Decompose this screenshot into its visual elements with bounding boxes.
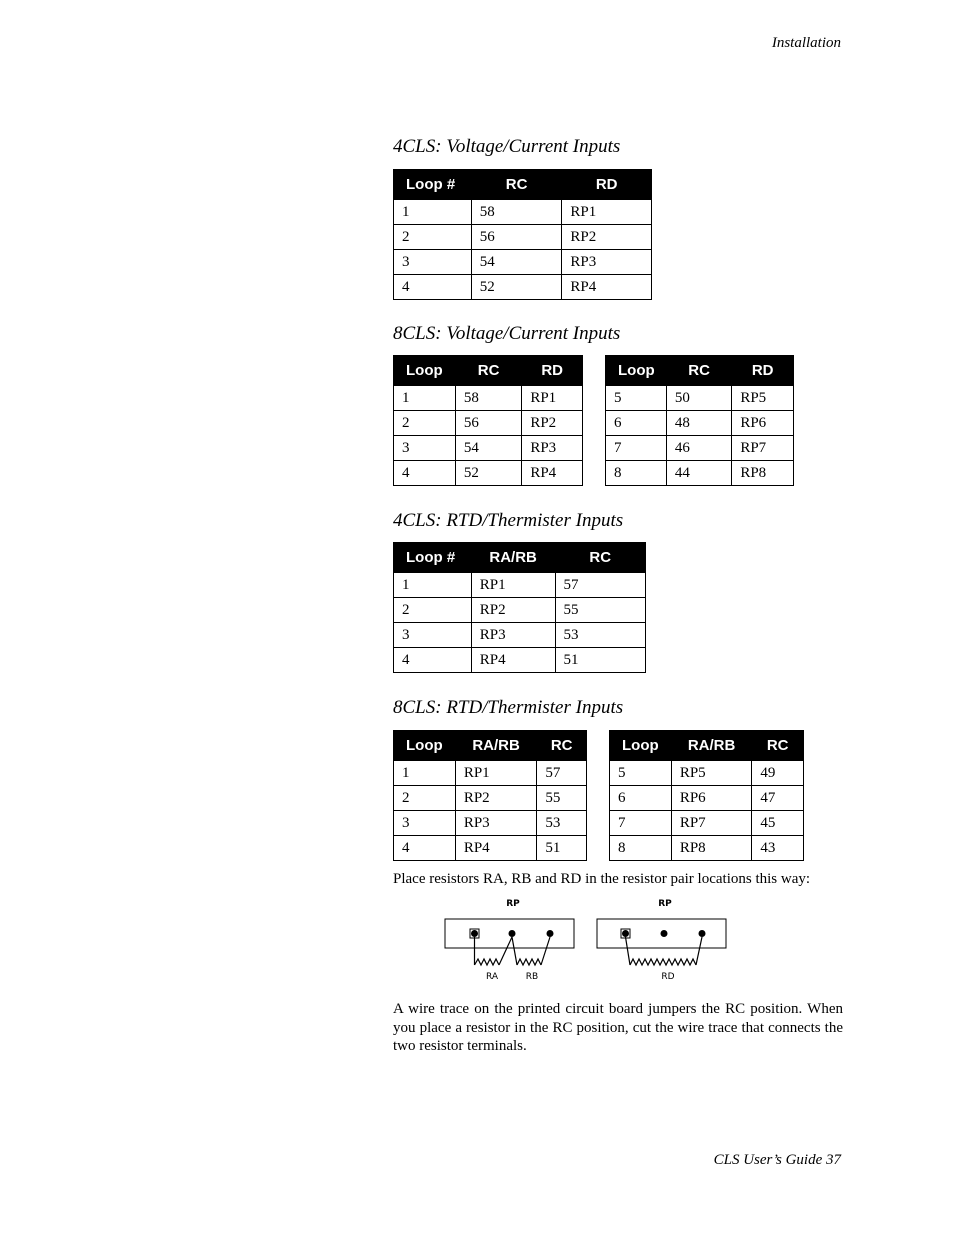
pin-dot	[699, 930, 706, 937]
table-cell: RP3	[522, 436, 583, 461]
table-header-row	[610, 731, 804, 761]
table-cell: 58	[455, 386, 521, 411]
table-row	[394, 225, 652, 250]
lead	[696, 937, 702, 965]
column-header: Loop	[610, 731, 672, 761]
table-cell: 2	[394, 786, 456, 811]
table-cell: 5	[606, 386, 667, 411]
table-cell: 43	[752, 836, 804, 861]
pin-dot	[622, 930, 629, 937]
column-header: RC	[537, 731, 587, 761]
table-cell: 47	[752, 786, 804, 811]
table-cell: 45	[752, 811, 804, 836]
table-row	[606, 386, 794, 411]
table-row	[394, 761, 587, 786]
table-8cls-voltage-loops-5-8	[605, 355, 794, 486]
table-cell: 51	[555, 648, 646, 673]
column-header: Loop	[394, 731, 456, 761]
running-footer: CLS User’s Guide 37	[713, 1152, 841, 1168]
table-4cls-rtd	[393, 542, 646, 673]
table-cell: 56	[455, 411, 521, 436]
table-cell: 3	[394, 250, 472, 275]
table-cell: 7	[606, 436, 667, 461]
table-row	[606, 436, 794, 461]
table-cell: 52	[455, 461, 521, 486]
table-8cls-voltage-loops-1-4	[393, 355, 583, 486]
table-row	[610, 836, 804, 861]
column-header: RC	[455, 356, 521, 386]
table-cell: 6	[610, 786, 672, 811]
table-cell: 2	[394, 225, 472, 250]
column-header: Loop	[606, 356, 667, 386]
table-row	[394, 648, 646, 673]
table-cell: 44	[666, 461, 731, 486]
table-cell: 54	[455, 436, 521, 461]
table-cell: 8	[610, 836, 672, 861]
table-cell: RP1	[522, 386, 583, 411]
table-cell: 50	[666, 386, 731, 411]
table-cell: RP4	[471, 648, 555, 673]
table-cell: RP7	[732, 436, 794, 461]
section-title-4cls-rtd: 4CLS: RTD/Thermister Inputs	[393, 510, 624, 531]
table-cell: 53	[555, 623, 646, 648]
table-row	[394, 250, 652, 275]
table-header-row	[394, 356, 583, 386]
table-cell: RP3	[455, 811, 537, 836]
table-row	[610, 761, 804, 786]
section-title-4cls-voltage: 4CLS: Voltage/Current Inputs	[393, 136, 621, 157]
table-cell: RP1	[455, 761, 537, 786]
table-cell: 52	[471, 275, 562, 300]
table-cell: 48	[666, 411, 731, 436]
table-cell: 7	[610, 811, 672, 836]
table-cell: RP7	[671, 811, 752, 836]
resistor-rb-symbol	[517, 959, 541, 965]
table-cell: 57	[555, 573, 646, 598]
column-header: Loop #	[394, 543, 472, 573]
table-cell: RP3	[471, 623, 555, 648]
table-cell: 51	[537, 836, 587, 861]
table-row	[610, 811, 804, 836]
resistor-ra-symbol	[475, 959, 500, 965]
table-cell: 5	[610, 761, 672, 786]
table-cell: 3	[394, 623, 472, 648]
resistor-pair-rd	[597, 899, 726, 982]
table-row	[394, 461, 583, 486]
table-cell: 53	[537, 811, 587, 836]
column-header: RD	[562, 170, 652, 200]
table-cell: RP2	[471, 598, 555, 623]
table-cell: 2	[394, 598, 472, 623]
table-cell: RP2	[562, 225, 652, 250]
table-header-row	[394, 170, 652, 200]
table-header-row	[394, 731, 587, 761]
pin-dot	[547, 930, 554, 937]
table-cell: RP2	[522, 411, 583, 436]
table-cell: 56	[471, 225, 562, 250]
table-cell: RP3	[562, 250, 652, 275]
table-cell: RP1	[562, 200, 652, 225]
lead	[541, 937, 550, 965]
table-8cls-rtd-loops-1-4	[393, 730, 587, 861]
table-cell: 3	[394, 436, 456, 461]
table-cell: RP4	[455, 836, 537, 861]
column-header: RA/RB	[455, 731, 537, 761]
table-cell: RP6	[671, 786, 752, 811]
table-row	[394, 811, 587, 836]
column-header: RC	[471, 170, 562, 200]
table-cell: 1	[394, 761, 456, 786]
resistor-placement-note: Place resistors RA, RB and RD in the resistor pair locations this way:	[393, 871, 811, 887]
table-row	[394, 200, 652, 225]
table-cell: RP2	[455, 786, 537, 811]
rb-label: RB	[525, 972, 539, 982]
table-cell: RP1	[471, 573, 555, 598]
table-cell: 6	[606, 411, 667, 436]
table-cell: 58	[471, 200, 562, 225]
rp-label: RP	[658, 899, 672, 909]
table-cell: 1	[394, 573, 472, 598]
section-title-8cls-voltage: 8CLS: Voltage/Current Inputs	[393, 323, 621, 344]
column-header: RA/RB	[671, 731, 752, 761]
resistor-rd-symbol	[630, 959, 696, 965]
lead	[499, 937, 512, 965]
table-cell: 4	[394, 275, 472, 300]
table-cell: RP4	[522, 461, 583, 486]
table-row	[610, 786, 804, 811]
table-cell: 1	[394, 200, 472, 225]
table-header-row	[394, 543, 646, 573]
table-row	[394, 386, 583, 411]
lead	[512, 937, 517, 965]
pin-dot	[509, 930, 516, 937]
pin-dot	[471, 930, 478, 937]
table-cell: 2	[394, 411, 456, 436]
column-header: RD	[732, 356, 794, 386]
table-row	[394, 836, 587, 861]
column-header: Loop #	[394, 170, 472, 200]
column-header: RC	[555, 543, 646, 573]
table-cell: RP8	[732, 461, 794, 486]
column-header: RA/RB	[471, 543, 555, 573]
table-row	[394, 275, 652, 300]
resistor-pair-ra-rb	[445, 899, 574, 982]
lead	[626, 937, 631, 965]
wire-trace-paragraph: A wire trace on the printed circuit board jumpers the RC position. When you place a resistor in the RC position, cut the wire trace that connects the two resistor terminals.	[393, 1001, 843, 1054]
table-row	[606, 411, 794, 436]
table-cell: 46	[666, 436, 731, 461]
table-cell: RP4	[562, 275, 652, 300]
table-cell: RP5	[732, 386, 794, 411]
column-header: RC	[752, 731, 804, 761]
table-cell: RP8	[671, 836, 752, 861]
table-row	[394, 411, 583, 436]
table-row	[394, 436, 583, 461]
table-cell: 49	[752, 761, 804, 786]
table-cell: RP5	[671, 761, 752, 786]
table-cell: 4	[394, 461, 456, 486]
table-8cls-rtd-loops-5-8	[609, 730, 804, 861]
running-header: Installation	[771, 35, 841, 51]
table-cell: RP6	[732, 411, 794, 436]
table-row	[606, 461, 794, 486]
table-cell: 54	[471, 250, 562, 275]
ra-label: RA	[485, 972, 499, 982]
table-cell: 8	[606, 461, 667, 486]
table-cell: 55	[537, 786, 587, 811]
table-cell: 1	[394, 386, 456, 411]
rp-label: RP	[506, 899, 520, 909]
table-cell: 55	[555, 598, 646, 623]
pin-dot	[661, 930, 668, 937]
table-row	[394, 598, 646, 623]
table-cell: 4	[394, 836, 456, 861]
table-cell: 4	[394, 648, 472, 673]
column-header: RD	[522, 356, 583, 386]
resistor-pair-diagram	[440, 895, 740, 985]
table-cell: 3	[394, 811, 456, 836]
rd-label: RD	[661, 972, 675, 982]
table-row	[394, 623, 646, 648]
table-row	[394, 573, 646, 598]
table-header-row	[606, 356, 794, 386]
section-title-8cls-rtd: 8CLS: RTD/Thermister Inputs	[393, 697, 624, 718]
table-cell: 57	[537, 761, 587, 786]
table-row	[394, 786, 587, 811]
table-4cls-voltage	[393, 169, 652, 300]
column-header: RC	[666, 356, 731, 386]
column-header: Loop	[394, 356, 456, 386]
